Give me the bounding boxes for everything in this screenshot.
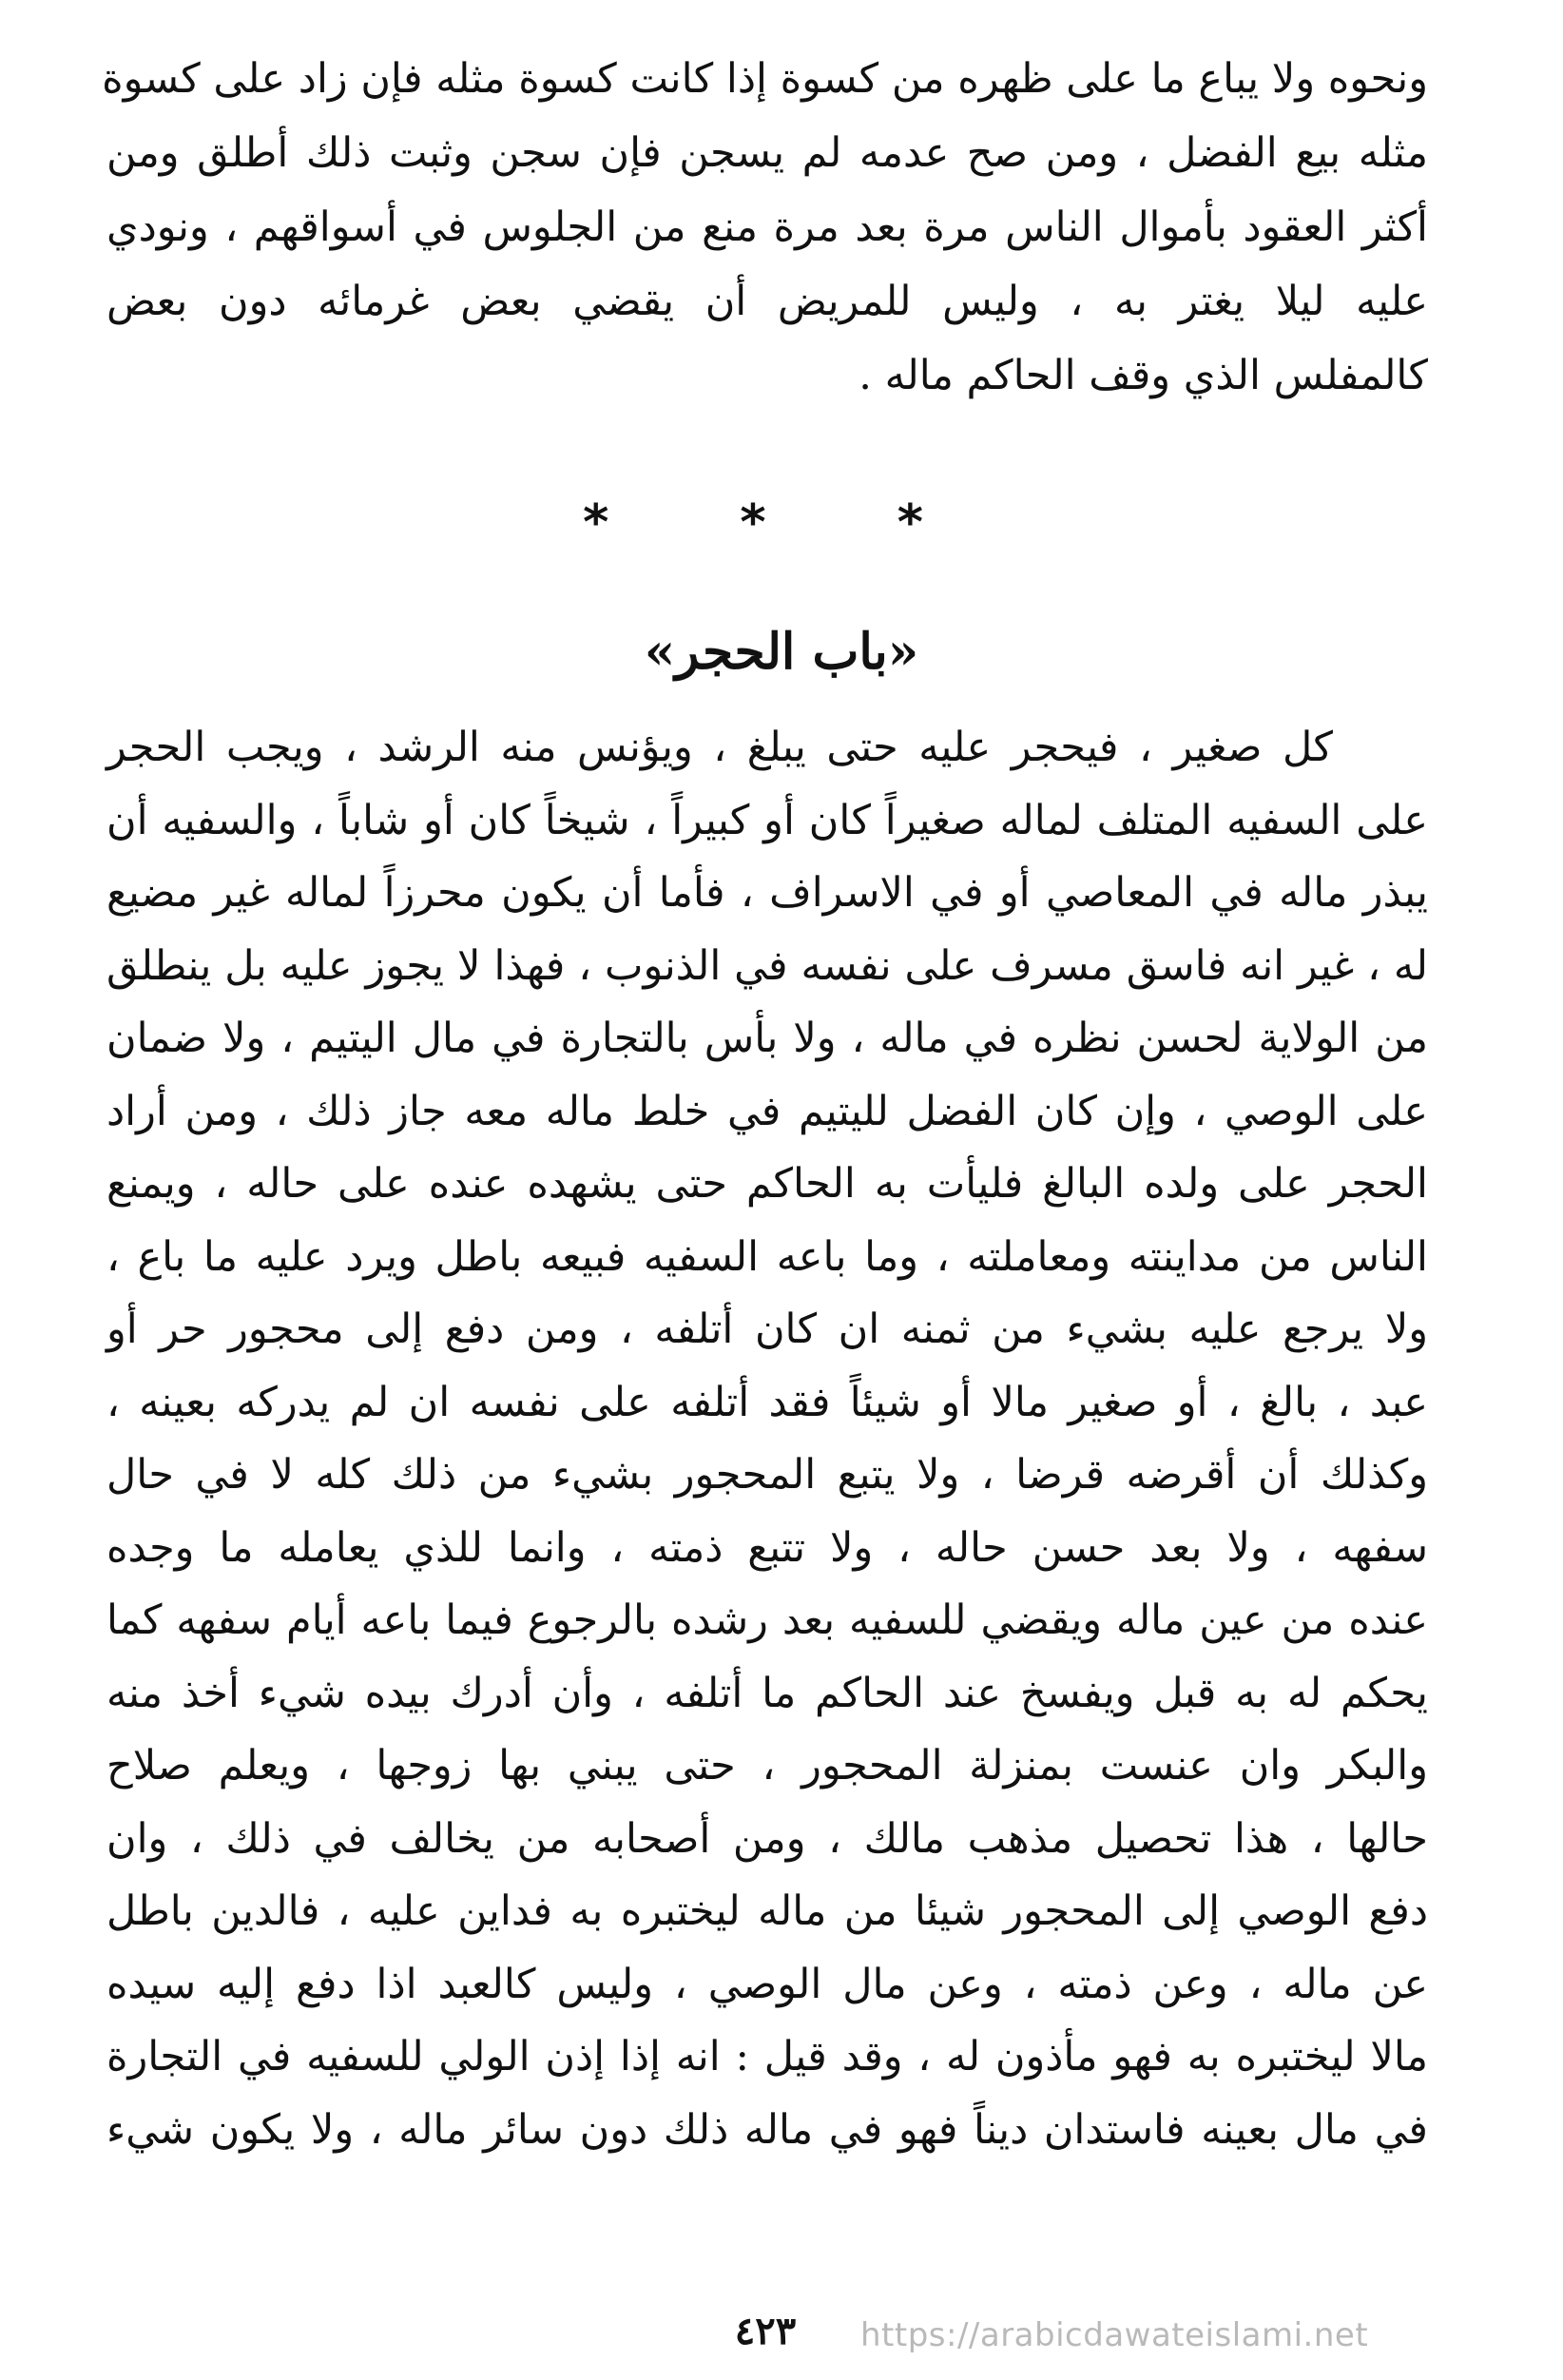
text-line: في مال بعينه فاستدان ديناً فهو في ماله ذلك دون سائر ماله ، ولا يكون شيء <box>106 2105 1428 2154</box>
text-line: سفهه ، ولا بعد حسن حاله ، ولا تتبع ذمته ، وانما للذي يعامله ما وجده <box>106 1523 1428 1572</box>
text-line: ولا يرجع عليه بشيء من ثمنه ان كان أتلفه ، ومن دفع إلى محجور حر أو <box>106 1306 1428 1353</box>
text-line: من الولاية لحسن نظره في ماله ، ولا بأس بالتجارة في مال اليتيم ، ولا ضمان <box>106 1015 1428 1062</box>
section-separator: * * * <box>583 494 980 551</box>
text-line: يبذر ماله في المعاصي أو في الاسراف ، فأما أن يكون محرزاً لماله غير مضيع <box>106 869 1428 917</box>
text-line: الناس من مداينته ومعاملته ، وما باعه السفيه فبيعه باطل ويرد عليه ما باع ، <box>106 1232 1428 1281</box>
text-line: والبكر وان عنست بمنزلة المحجور ، حتى يبني بها زوجها ، ويعلم صلاح <box>106 1742 1428 1790</box>
text-line: عنده من عين ماله ويقضي للسفيه بعد رشده بالرجوع فيما باعه أيام سفهه كما <box>106 1596 1428 1644</box>
text-line: كل صغير ، فيحجر عليه حتى يبلغ ، ويؤنس منه الرشد ، ويجب الحجر <box>106 724 1333 771</box>
text-line: ونحوه ولا يباع ما على ظهره من كسوة إذا كانت كسوة مثله فإن زاد على كسوة <box>102 55 1428 103</box>
text-line: مالا ليختبره به فهو مأذون له ، وقد قيل : انه إذا إذن الولي للسفيه في التجارة <box>106 2033 1428 2080</box>
text-line: وكذلك أن أقرضه قرضا ، ولا يتبع المحجور بشيء من ذلك كله لا في حال <box>106 1451 1428 1499</box>
page-number: ٤٢٣ <box>734 2309 797 2353</box>
watermark-url: https://arabicdawateislami.net <box>860 2316 1369 2354</box>
text-line: مثله بيع الفضل ، ومن صح عدمه لم يسجن فإن سجن وثبت ذلك أطلق ومن <box>106 129 1428 177</box>
text-line: عليه ليلا يغتر به ، وليس للمريض أن يقضي بعض غرمائه دون بعض <box>106 278 1428 325</box>
text-line: الحجر على ولده البالغ فليأت به الحاكم حتى يشهده عنده على حاله ، ويمنع <box>106 1160 1428 1208</box>
text-line: كالمفلس الذي وقف الحاكم ماله . <box>859 352 1428 399</box>
text-line: على الوصي ، وإن كان الفضل لليتيم في خلط ماله معه جاز ذلك ، ومن أراد <box>106 1087 1429 1135</box>
main-paragraph <box>106 724 1429 2182</box>
section-title: «باب الحجر» <box>644 623 919 681</box>
text-line: له ، غير انه فاسق مسرف على نفسه في الذنوب ، فهذا لا يجوز عليه بل ينطلق <box>106 941 1428 990</box>
text-line: حالها ، هذا تحصيل مذهب مالك ، ومن أصحابه من يخالف في ذلك ، وان <box>106 1814 1428 1863</box>
text-line: عن ماله ، وعن ذمته ، وعن مال الوصي ، وليس كالعبد اذا دفع إليه سيده <box>106 1960 1428 2008</box>
text-line: عبد ، بالغ ، أو صغير مالا أو شيئاً فقد أتلفه على نفسه ان لم يدركه بعينه ، <box>106 1378 1428 1426</box>
text-line: على السفيه المتلف لماله صغيراً كان أو كبيراً ، شيخاً كان أو شاباً ، والسفيه أن <box>106 796 1428 844</box>
text-line: دفع الوصي إلى المحجور شيئا من ماله ليختبره به فداين عليه ، فالدين باطل <box>106 1887 1428 1935</box>
text-line: أكثر العقود بأموال الناس مرة بعد مرة منع من الجلوس في أسواقهم ، ونودي <box>106 203 1428 251</box>
top-paragraph <box>102 55 1428 430</box>
text-line: يحكم له به قبل ويفسخ عند الحاكم ما أتلفه ، وأن أدرك بيده شيء أخذ منه <box>106 1669 1428 1717</box>
